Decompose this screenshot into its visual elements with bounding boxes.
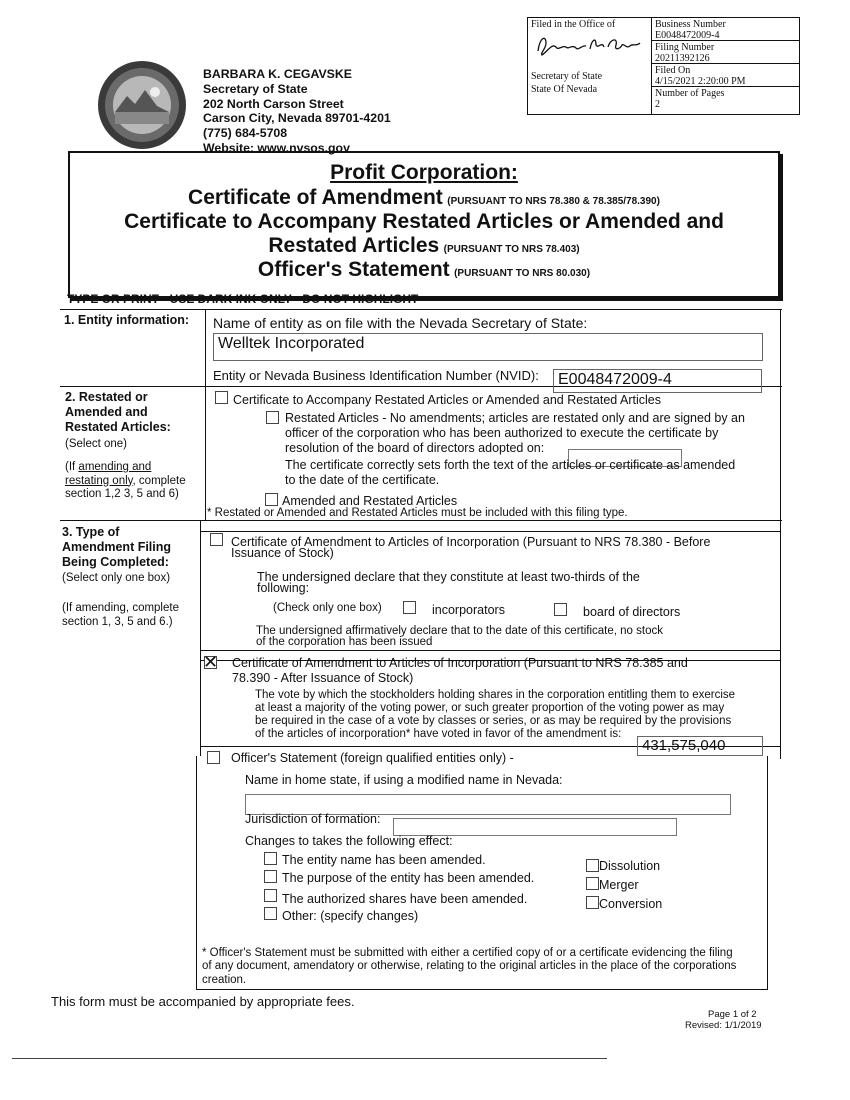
shares-amended-label: The authorized shares have been amended. bbox=[282, 892, 528, 906]
name-amended-label: The entity name has been amended. bbox=[282, 853, 486, 867]
secretary-address-block bbox=[203, 67, 391, 156]
before-issuance-checkbox[interactable] bbox=[210, 533, 223, 546]
shares-amended-checkbox[interactable] bbox=[264, 889, 277, 902]
section-2-title-line: Restated Articles: bbox=[65, 420, 171, 434]
certificate-of-amendment-ref: (PURSUANT TO NRS 78.380 & 78.385/78.390) bbox=[447, 196, 660, 207]
filing-stamp-box bbox=[527, 17, 800, 115]
officer-statement-footnote: creation. bbox=[202, 974, 247, 986]
two-thirds-declaration: following: bbox=[257, 581, 310, 595]
vote-count-field[interactable]: 431,575,040 bbox=[637, 736, 763, 756]
restated-articles-line: officer of the corporation who has been authorized to execute the certificate by bbox=[285, 426, 719, 440]
city-address: Carson City, Nevada 89701-4201 bbox=[203, 111, 391, 126]
filed-on-label: Filed On bbox=[655, 65, 691, 76]
changes-label: Changes to takes the following effect: bbox=[245, 834, 453, 848]
filing-details bbox=[652, 18, 799, 114]
amended-restated-checkbox[interactable] bbox=[265, 493, 278, 506]
section-1-title: 1. Entity information: bbox=[64, 313, 189, 327]
section-2-note-text: section 1,2 3, 5 and 6) bbox=[65, 488, 179, 500]
entity-name-label: Name of entity as on file with the Nevada Secretary of State: bbox=[213, 315, 588, 331]
pages-value: 2 bbox=[655, 99, 660, 110]
section-2-instructions bbox=[65, 461, 186, 502]
form-type-title: Profit Corporation: bbox=[330, 161, 518, 184]
revision-date: Revised: 1/1/2019 bbox=[685, 1020, 762, 1031]
section-2-footnote: * Restated or Amended and Restated Articles must be included with this filing type. bbox=[207, 507, 628, 519]
merger-label: Merger bbox=[599, 878, 639, 892]
section-2-note-text: (If bbox=[65, 461, 79, 473]
amended-restated-label: Amended and Restated Articles bbox=[282, 494, 458, 508]
column-divider bbox=[196, 756, 197, 989]
filed-on-cell bbox=[652, 64, 799, 87]
officer-statement-footnote: * Officer's Statement must be submitted with either a certified copy of or a certificate evidencing the filing bbox=[202, 947, 733, 959]
secretary-of-state-label: Secretary of State bbox=[531, 71, 603, 82]
filing-number-label: Filing Number bbox=[655, 42, 715, 53]
filing-number-cell bbox=[652, 41, 799, 64]
section-2-select-note: (Select one) bbox=[65, 438, 128, 450]
before-issuance-line: Issuance of Stock) bbox=[231, 546, 334, 560]
ink-instructions: TYPE OR PRINT - USE DARK INK ONLY - DO NOT HIGHLIGHT bbox=[67, 292, 419, 306]
website-link[interactable]: Website: www.nvsos.gov bbox=[203, 140, 350, 155]
business-number-cell bbox=[652, 18, 799, 41]
vote-statement: of the articles of incorporation* have voted in favor of the amendment is: bbox=[255, 728, 622, 740]
incorporators-label: incorporators bbox=[432, 603, 505, 617]
nvid-label: Entity or Nevada Business Identification Number (NVID): bbox=[213, 368, 539, 383]
form-title-box bbox=[68, 151, 780, 298]
officers-statement-checkbox[interactable] bbox=[207, 751, 220, 764]
officers-statement-title: Officer's Statement bbox=[257, 258, 450, 281]
footer-rule bbox=[12, 1058, 607, 1059]
after-issuance-line: 78.390 - After Issuance of Stock) bbox=[232, 671, 414, 685]
board-of-directors-checkbox[interactable] bbox=[554, 603, 567, 616]
checked-mark-icon: ✕ bbox=[203, 652, 219, 672]
restated-articles-line: resolution of the board of directors adopted on: bbox=[285, 441, 545, 455]
dissolution-label: Dissolution bbox=[599, 859, 661, 873]
officers-statement-label: Officer's Statement (foreign qualified entities only) - bbox=[231, 751, 514, 765]
before-issuance-line: Certificate of Amendment to Articles of Incorporation (Pursuant to NRS 78.380 - Before bbox=[231, 535, 711, 549]
section-2-note-underlined: amending and bbox=[78, 461, 152, 473]
section-divider bbox=[60, 309, 782, 310]
restated-articles-checkbox[interactable] bbox=[266, 411, 279, 424]
right-border bbox=[780, 309, 781, 759]
pages-label: Number of Pages bbox=[655, 88, 725, 99]
secretary-name: BARBARA K. CEGAVSKE bbox=[203, 67, 352, 81]
check-only-one-note: (Check only one box) bbox=[273, 602, 382, 614]
section-3-title bbox=[62, 525, 171, 570]
name-amended-checkbox[interactable] bbox=[264, 852, 277, 865]
section-2-title-line: 2. Restated or bbox=[65, 390, 148, 404]
no-stock-affirmation: The undersigned affirmatively declare that to the date of this certificate, no stock bbox=[256, 625, 663, 637]
page-number: Page 1 of 2 bbox=[708, 1009, 757, 1020]
phone-number: (775) 684-5708 bbox=[203, 126, 288, 141]
restated-articles-ref: (PURSUANT TO NRS 78.403) bbox=[443, 244, 580, 255]
pages-cell bbox=[652, 87, 799, 114]
purpose-amended-label: The purpose of the entity has been amended. bbox=[282, 871, 535, 885]
section-3-note-line: (If amending, complete bbox=[62, 602, 179, 614]
right-border bbox=[767, 756, 768, 989]
filed-office-label: Filed in the Office of bbox=[531, 19, 616, 30]
column-divider bbox=[200, 520, 201, 756]
restated-certificate-checkbox[interactable] bbox=[215, 391, 228, 404]
purpose-amended-checkbox[interactable] bbox=[264, 870, 277, 883]
nvid-field[interactable]: E0048472009-4 bbox=[553, 369, 762, 393]
section-3-title-line: Being Completed: bbox=[62, 555, 169, 569]
conversion-checkbox[interactable] bbox=[586, 896, 599, 909]
restated-certificate-title: Certificate to Accompany Restated Articles or Amended and bbox=[124, 210, 724, 233]
state-label: State Of Nevada bbox=[531, 84, 598, 95]
restated-articles-line: The certificate correctly sets forth the text of the articles or certificate as amended bbox=[285, 458, 736, 472]
column-divider bbox=[205, 309, 206, 521]
officers-statement-ref: (PURSUANT TO NRS 80.030) bbox=[454, 268, 591, 279]
section-2-title bbox=[65, 390, 171, 435]
merger-checkbox[interactable] bbox=[586, 877, 599, 890]
section-3-instructions bbox=[62, 602, 179, 629]
fees-notice: This form must be accompanied by appropriate fees. bbox=[51, 994, 355, 1009]
filing-number-value: 20211392126 bbox=[655, 53, 710, 64]
other-changes-checkbox[interactable] bbox=[264, 907, 277, 920]
restated-certificate-label: Certificate to Accompany Restated Articles or Amended and Restated Articles bbox=[233, 393, 661, 407]
board-of-directors-label: board of directors bbox=[583, 605, 681, 619]
section-2-note-underlined: restating only bbox=[65, 474, 133, 487]
officer-statement-footnote: of any document, amendatory or otherwise, relating to the original articles in the place of the corporations bbox=[202, 960, 737, 972]
nevada-state-seal bbox=[97, 60, 187, 150]
section-2-title-line: Amended and bbox=[65, 405, 148, 419]
street-address: 202 North Carson Street bbox=[203, 96, 344, 111]
section-divider bbox=[60, 520, 782, 521]
secretary-title: Secretary of State bbox=[203, 81, 308, 96]
other-changes-label: Other: (specify changes) bbox=[282, 909, 419, 923]
section-divider bbox=[196, 989, 768, 990]
section-3-select-note: (Select only one box) bbox=[62, 572, 171, 584]
subsection-divider bbox=[200, 650, 780, 651]
entity-name-field[interactable]: Welltek Incorporated bbox=[213, 333, 763, 361]
jurisdiction-label: Jurisdiction of formation: bbox=[245, 812, 381, 826]
restated-articles-line: to the date of the certificate. bbox=[285, 473, 440, 487]
section-3-title-line: 3. Type of bbox=[62, 525, 120, 539]
vote-statement: be required in the case of a vote by classes or series, or as may be required by the provisions bbox=[255, 715, 732, 727]
two-thirds-declaration: The undersigned declare that they constitute at least two-thirds of the bbox=[257, 570, 640, 584]
subsection-divider bbox=[200, 531, 780, 532]
business-number-value: E0048472009-4 bbox=[655, 30, 720, 41]
vote-statement: The vote by which the stockholders holding shares in the corporation entitling them to exercise bbox=[255, 689, 736, 701]
section-2-note-text: , complete bbox=[132, 474, 186, 487]
certificate-of-amendment-title: Certificate of Amendment bbox=[188, 186, 443, 209]
restated-articles-title: Restated Articles bbox=[268, 234, 440, 257]
restated-articles-line: Restated Articles - No amendments; articles are restated only and are signed by an bbox=[285, 411, 745, 425]
filed-on-value: 4/15/2021 2:20:00 PM bbox=[655, 76, 746, 87]
signature bbox=[534, 31, 646, 61]
no-stock-affirmation: of the corporation has been issued bbox=[256, 636, 433, 648]
section-3-title-line: Amendment Filing bbox=[62, 540, 172, 554]
home-state-name-label: Name in home state, if using a modified name in Nevada: bbox=[245, 773, 563, 787]
section-3-note-line: section 1, 3, 5 and 6.) bbox=[62, 615, 173, 628]
conversion-label: Conversion bbox=[599, 897, 663, 911]
dissolution-checkbox[interactable] bbox=[586, 859, 599, 872]
incorporators-checkbox[interactable] bbox=[403, 601, 416, 614]
vote-statement: at least a majority of the voting power, or such greater proportion of the voting power as may bbox=[255, 702, 725, 714]
filing-office-cell bbox=[528, 18, 652, 114]
after-issuance-line: Certificate of Amendment to Articles of Incorporation (Pursuant to NRS 78.385 and bbox=[232, 656, 688, 670]
business-number-label: Business Number bbox=[655, 19, 726, 30]
